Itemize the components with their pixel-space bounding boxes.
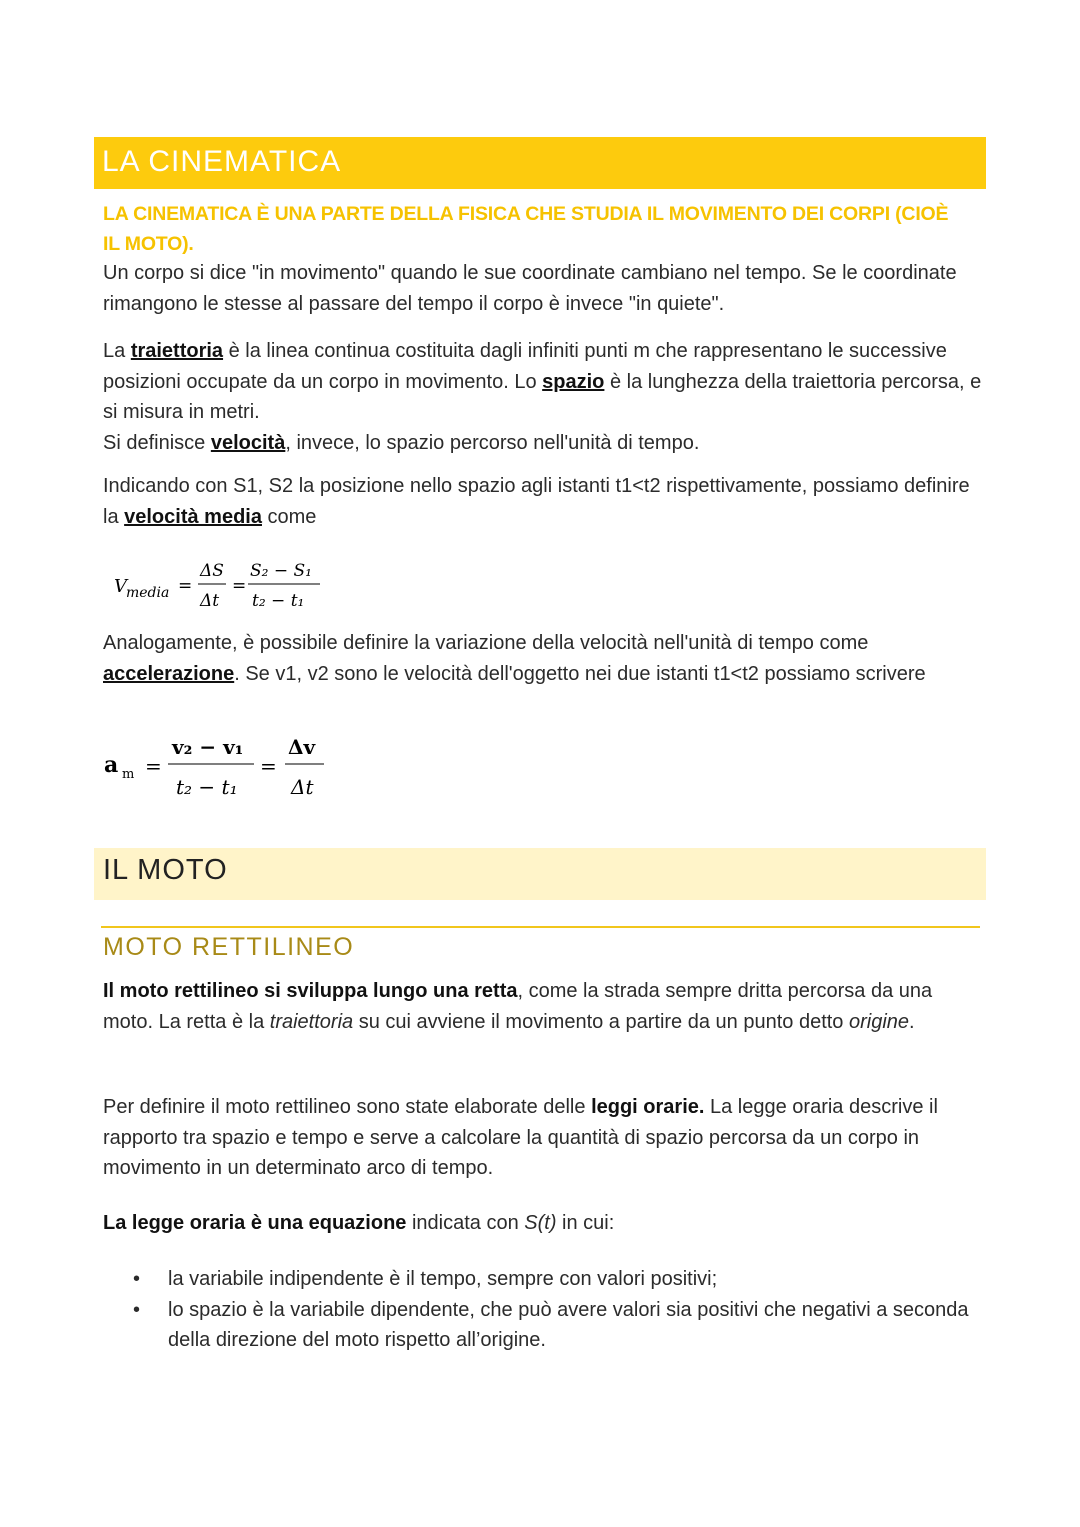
- text: indicata con: [406, 1212, 525, 1234]
- text: , invece, lo spazio percorso nell'unità di tempo.: [285, 431, 700, 454]
- text-italic: traiettoria: [269, 1010, 354, 1033]
- text: Si definisce: [103, 431, 211, 454]
- keyword-traiettoria: traiettoria: [130, 340, 224, 362]
- formula-lhs-sub: m: [122, 767, 135, 782]
- formula-num: Δv: [288, 735, 316, 759]
- section-subtitle: LA CINEMATICA È UNA PARTE DELLA FISICA CHE STUDIA IL MOVIMENTO DEI CORPI (CIOÈ IL MOTO).: [103, 203, 949, 255]
- formula-den: Δt: [200, 591, 220, 611]
- bullet-list: [103, 1264, 983, 1356]
- formula-lhs: V: [114, 576, 127, 597]
- paragraph-accelerazione: [103, 628, 983, 689]
- text: Indicando con S1, S2 la posizione nello spazio agli istanti t1<t2 rispettivamente, possiamo definire la: [103, 475, 970, 528]
- formula-eq: =: [260, 754, 277, 778]
- section-title-band: [94, 137, 986, 189]
- text: è la linea continua costituita dagli infiniti punti m che rappresentano le successive posizioni occupate da un corpo in movimento. Lo: [103, 340, 947, 393]
- keyword-accelerazione: accelerazione: [103, 662, 235, 685]
- text-bold: Il moto rettilineo si sviluppa lungo una retta: [103, 980, 518, 1002]
- formula-eq: =: [145, 754, 162, 778]
- subheading-moto-rettilineo: MOTO RETTILINEO: [103, 933, 355, 961]
- text: .: [909, 1010, 915, 1033]
- paragraph-leggi-orarie: [103, 1092, 983, 1184]
- text: Analogamente, è possibile definire la variazione della velocità nell'unità di tempo come: [103, 632, 869, 654]
- paragraph-legge-oraria: [103, 1208, 983, 1239]
- keyword-velocita-media: velocità media: [124, 505, 262, 528]
- text: su cui avviene il movimento a partire da un punto detto: [353, 1010, 849, 1033]
- formula-accelerazione-media: [102, 730, 342, 810]
- formula-eq: =: [232, 576, 247, 596]
- text-italic: S(t): [524, 1212, 557, 1234]
- section-title: LA CINEMATICA: [102, 145, 342, 178]
- formula-den: t₂ − t₁: [252, 591, 305, 611]
- text: , come la strada sempre dritta percorsa da una moto. La retta è la: [103, 980, 933, 1033]
- formula-den: Δt: [291, 775, 314, 799]
- divider: [101, 926, 980, 928]
- keyword-velocita: velocità: [210, 431, 286, 454]
- formula-velocita-media: [108, 550, 338, 620]
- formula-lhs-sub: media: [126, 585, 170, 601]
- text: è la lunghezza della traiettoria percorsa, e si misura in metri.: [103, 370, 982, 423]
- formula-lhs: a: [104, 752, 119, 778]
- section-title: IL MOTO: [103, 854, 228, 886]
- formula-num: v₂ − v₁: [172, 735, 244, 759]
- formula-den: t₂ − t₁: [176, 775, 238, 799]
- text-italic: origine: [848, 1010, 910, 1033]
- section-title-band: [94, 848, 986, 900]
- list-item: • lo spazio è la variabile dipendente, che può avere valori sia positivi che negativi a seconda della direzione del moto rispetto all’origine.: [103, 1295, 983, 1356]
- paragraph-moto-rettilineo: [103, 976, 983, 1037]
- paragraph-velocita-media: [103, 471, 983, 532]
- text: . Se v1, v2 sono le velocità dell'oggetto nei due istanti t1<t2 possiamo scrivere: [234, 662, 926, 685]
- formula-eq: =: [178, 576, 193, 596]
- text: La: [103, 340, 131, 362]
- formula-num: S₂ − S₁: [250, 561, 312, 581]
- text: La legge oraria descrive il rapporto tra spazio e tempo e serve a calcolare la quantità di spazio percorsa da un corpo in movimento in un determinato arco di tempo.: [103, 1096, 938, 1179]
- text: come: [261, 505, 317, 528]
- paragraph-movimento: Un corpo si dice "in movimento" quando le sue coordinate cambiano nel tempo. Se le coordinate rimangono le stesse al passare del tempo il corpo è invece "in quiete".: [103, 262, 957, 315]
- list-item: • la variabile indipendente è il tempo, sempre con valori positivi;: [103, 1264, 983, 1295]
- formula-num: ΔS: [200, 561, 224, 581]
- text-bold: leggi orarie.: [591, 1096, 705, 1118]
- paragraph-traiettoria: [103, 336, 983, 458]
- text: in cui:: [556, 1212, 615, 1234]
- keyword-spazio: spazio: [542, 370, 605, 393]
- text-bold: La legge oraria è una equazione: [103, 1212, 407, 1234]
- text: Per definire il moto rettilineo sono state elaborate delle: [103, 1096, 592, 1118]
